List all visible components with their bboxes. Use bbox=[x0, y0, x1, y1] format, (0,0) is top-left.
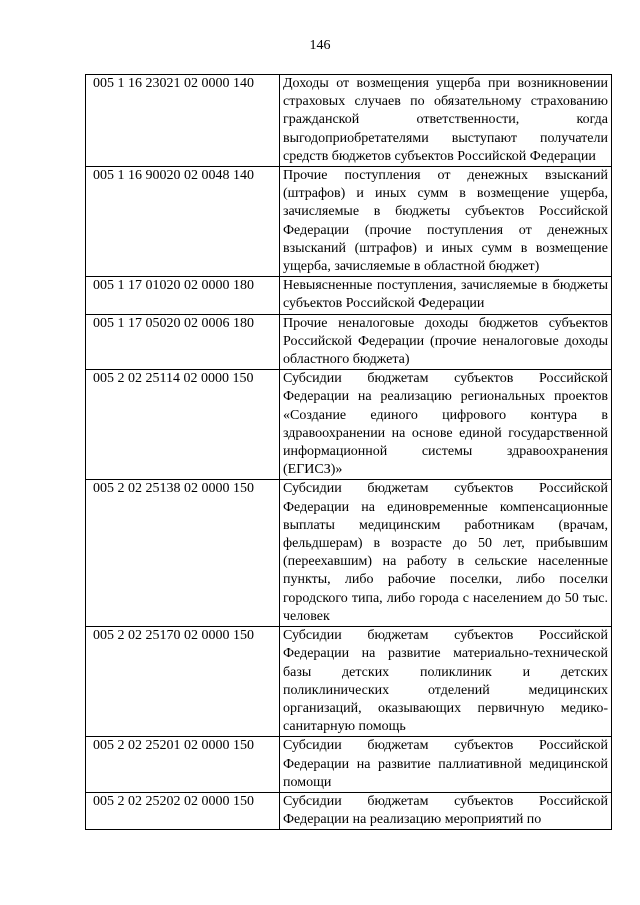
description-cell: Субсидии бюджетам субъектов Российской Федерации на реализацию мероприятий по bbox=[280, 792, 612, 829]
table-row bbox=[86, 792, 612, 829]
description-cell: Субсидии бюджетам субъектов Российской Федерации на единовременные компенсационные выплаты медицинским работникам (врачам, фельдшерам) в возрасте до 50 лет, прибывшим (переехавшим) на работу в сельские населенные пункты, либо рабочие поселки, либо поселки городского типа, либо города с населением до 50 тыс. человек bbox=[280, 480, 612, 627]
description-cell: Субсидии бюджетам субъектов Российской Федерации на реализацию региональных проектов «Создание единого цифрового контура в здравоохранении на основе единой государственной информационной системы здравоохранения (ЕГИСЗ)» bbox=[280, 370, 612, 480]
table-row bbox=[86, 167, 612, 277]
description-cell: Прочие неналоговые доходы бюджетов субъектов Российской Федерации (прочие неналоговые доходы областного бюджета) bbox=[280, 314, 612, 370]
budget-code-cell: 005 2 02 25201 02 0000 150 bbox=[86, 737, 280, 793]
budget-code-cell: 005 1 16 23021 02 0000 140 bbox=[86, 75, 280, 167]
description-cell: Субсидии бюджетам субъектов Российской Федерации на развитие паллиативной медицинской помощи bbox=[280, 737, 612, 793]
budget-code-cell: 005 2 02 25202 02 0000 150 bbox=[86, 792, 280, 829]
budget-code-cell: 005 2 02 25138 02 0000 150 bbox=[86, 480, 280, 627]
table-row bbox=[86, 277, 612, 314]
budget-code-cell: 005 1 16 90020 02 0048 140 bbox=[86, 167, 280, 277]
description-cell: Прочие поступления от денежных взысканий (штрафов) и иных сумм в возмещение ущерба, зачисляемые в бюджеты субъектов Российской Федерации (прочие поступления от денежных взысканий (штрафов) и иных сумм в возмещение ущерба, зачисляемые в областной бюджет) bbox=[280, 167, 612, 277]
table-row bbox=[86, 370, 612, 480]
table-row bbox=[86, 627, 612, 737]
revenue-classification-table bbox=[85, 74, 612, 830]
description-cell: Невыясненные поступления, зачисляемые в бюджеты субъектов Российской Федерации bbox=[280, 277, 612, 314]
page-number: 146 bbox=[309, 38, 331, 53]
table-row bbox=[86, 314, 612, 370]
budget-code-cell: 005 1 17 01020 02 0000 180 bbox=[86, 277, 280, 314]
table-row bbox=[86, 480, 612, 627]
table-row bbox=[86, 75, 612, 167]
description-cell: Доходы от возмещения ущерба при возникновении страховых случаев по обязательному страхованию гражданской ответственности, когда выгодоприобретателями выступают получатели средств бюджетов субъектов Российской Федерации bbox=[280, 75, 612, 167]
budget-code-cell: 005 2 02 25170 02 0000 150 bbox=[86, 627, 280, 737]
table-row bbox=[86, 737, 612, 793]
description-cell: Субсидии бюджетам субъектов Российской Федерации на развитие материально-технической базы детских поликлиник и детских поликлинических отделений медицинских организаций, оказывающих первичную медико-санитарную помощь bbox=[280, 627, 612, 737]
budget-code-cell: 005 2 02 25114 02 0000 150 bbox=[86, 370, 280, 480]
budget-code-cell: 005 1 17 05020 02 0006 180 bbox=[86, 314, 280, 370]
